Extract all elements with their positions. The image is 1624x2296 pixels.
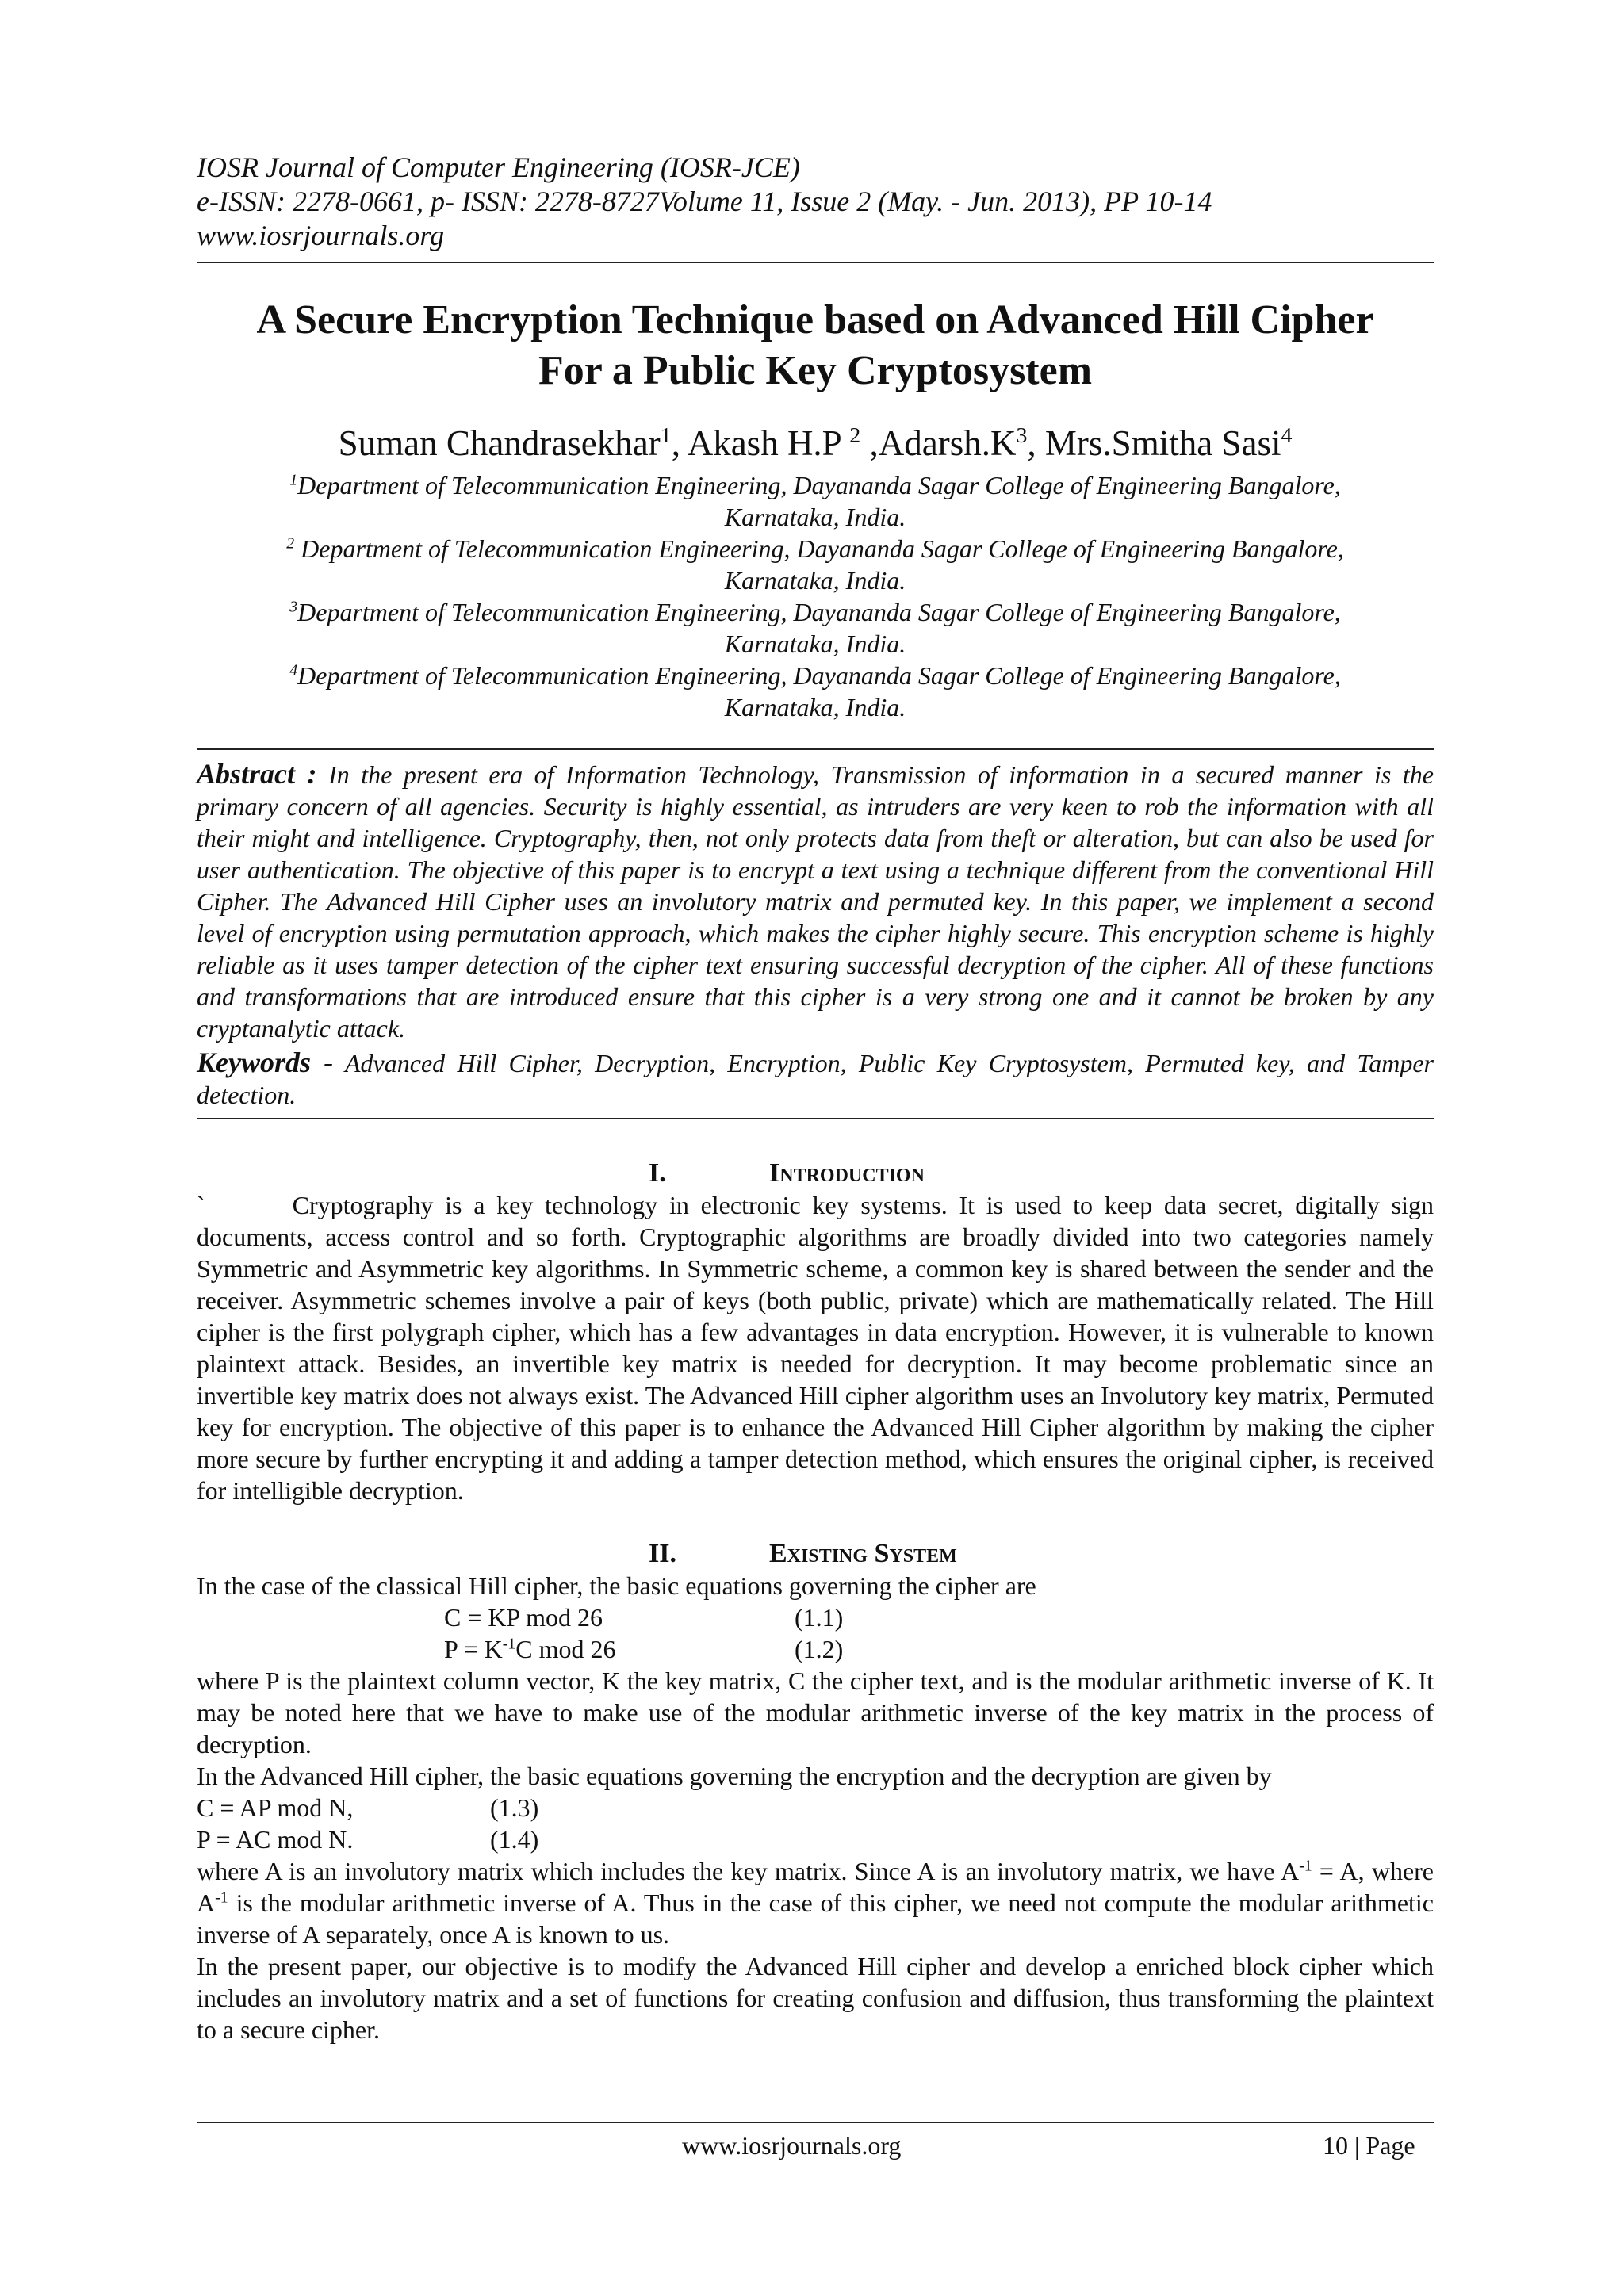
- equation-1-4-number: (1.4): [490, 1825, 539, 1854]
- para-3-sup-1: -1: [1299, 1857, 1312, 1875]
- equation-1-4: P = AC mod N.: [197, 1825, 354, 1854]
- section-2-number: II.: [649, 1539, 676, 1568]
- abstract: [197, 758, 1434, 1044]
- abstract-text: In the present era of Information Technology, Transmission of information in a secured manner is the primary concern of all agencies. Security is highly essential, as intruders are very keen to rob the information with all their might and intelligence. Cryptography, then, not only protects data from theft or alteration, but can also be used for user authentication. The objective of this paper is to encrypt a text using a technique different from the conventional Hill Cipher. The Advanced Hill Cipher uses an involutory matrix and permuted key. In this paper, we implement a second level of encryption using permutation approach, which makes the cipher highly secure. This encryption scheme is highly reliable as it uses tamper detection of the cipher text ensuring successful decryption of the cipher. All of these functions and transformations that are introduced ensure that this cipher is a very strong one and it cannot be broken by any cryptanalytic attack.: [197, 760, 1434, 1043]
- header-rule: [197, 262, 1434, 263]
- equation-1-1-text: C = KP mod 26: [444, 1603, 603, 1632]
- author-2: , Akash H.P: [671, 423, 850, 463]
- journal-name: IOSR Journal of Computer Engineering (IOSR-JCE): [197, 151, 800, 183]
- para-3-a: where A is an involutory matrix which includes the key matrix. Since A is an involutory matrix, we have A: [197, 1857, 1300, 1885]
- author-1: Suman Chandrasekhar: [338, 423, 661, 463]
- abstract-top-rule: [197, 748, 1434, 750]
- equation-1-2-sup: -1: [502, 1635, 516, 1653]
- affiliation-3: [197, 596, 1434, 628]
- equation-1-1-number: (1.1): [795, 1603, 844, 1632]
- footer-url: www.iosrjournals.org: [682, 2131, 902, 2160]
- section-2-para-3: [197, 1855, 1434, 1950]
- section-1-number: I.: [649, 1158, 666, 1188]
- equation-1-2: [444, 1633, 616, 1665]
- para-3-sup-2: -1: [215, 1888, 228, 1907]
- affiliation-4-line2: Karnataka, India.: [724, 693, 906, 721]
- equation-1-2-a: P = K: [444, 1635, 503, 1663]
- equation-1-3-number: (1.3): [490, 1793, 539, 1822]
- section-1-body: [197, 1189, 1434, 1506]
- footer-page: 10 | Page: [1323, 2131, 1415, 2160]
- section-1-text: Cryptography is a key technology in electronic key systems. It is used to keep data secret, digitally sign documents, access control and so forth. Cryptographic algorithms are broadly divided into two categories namely Symmetric and Asymmetric key algorithms. In Symmetric scheme, a common key is shared between the sender and the receiver. Asymmetric schemes involve a pair of keys (both public, private) which are mathematically related. The Hill cipher is the first polygraph cipher, which has a few advantages in data encryption. However, it is vulnerable to known plaintext attack. Besides, an invertible key matrix is needed for decryption. It may become problematic since an invertible key matrix does not always exist. The Advanced Hill cipher algorithm uses an Involutory key matrix, Permuted key for encryption. The objective of this paper is to enhance the Advanced Hill Cipher algorithm by making the cipher more secure by further encrypting it and adding a tamper detection method, which ensures the original cipher, is received for intelligible decryption.: [197, 1191, 1434, 1505]
- affiliation-3-line2: Karnataka, India.: [724, 629, 906, 658]
- equation-1-1: [444, 1601, 603, 1633]
- affiliation-1-line2: Karnataka, India.: [724, 503, 906, 531]
- abstract-bottom-rule: [197, 1118, 1434, 1119]
- affiliations: [197, 469, 1434, 723]
- author-list: [197, 422, 1434, 465]
- keywords-label: Keywords -: [197, 1047, 334, 1078]
- author-2-sup: 2: [849, 423, 861, 448]
- affiliation-3-sup: 3: [289, 598, 298, 616]
- journal-header: [197, 151, 1434, 253]
- keywords-text: Advanced Hill Cipher, Decryption, Encryption, Public Key Cryptosystem, Permuted key, and Tamper detection.: [197, 1049, 1434, 1109]
- keywords: [197, 1047, 1434, 1111]
- equation-1-2-number: (1.2): [795, 1635, 844, 1663]
- author-3-sup: 3: [1016, 423, 1028, 448]
- equation-1-3: C = AP mod N,: [197, 1793, 354, 1822]
- para-3-c: is the modular arithmetic inverse of A. Thus in the case of this cipher, we need not compute the modular arithmetic inverse of A separately, once A is known to us.: [197, 1888, 1434, 1949]
- affiliation-2-line2: Karnataka, India.: [724, 566, 906, 595]
- author-4-sup: 4: [1281, 423, 1293, 448]
- affiliation-2-line1: Department of Telecommunication Engineering, Dayananda Sagar College of Engineering Bangalore,: [294, 534, 1344, 563]
- title-line-2: For a Public Key Cryptosystem: [538, 348, 1093, 393]
- abstract-label: Abstract :: [197, 758, 317, 790]
- equation-1-2-b: C mod 26: [515, 1635, 616, 1663]
- author-3: ,Adarsh.K: [860, 423, 1017, 463]
- section-1-title: Introduction: [769, 1158, 925, 1188]
- footer-rule: [197, 2122, 1434, 2123]
- affiliation-4-line1: Department of Telecommunication Engineering, Dayananda Sagar College of Engineering Bangalore,: [297, 661, 1341, 690]
- author-4: , Mrs.Smitha Sasi: [1027, 423, 1281, 463]
- section-1-mark: `: [197, 1191, 205, 1219]
- section-2-title: Existing System: [769, 1539, 957, 1568]
- section-2-para-4: In the present paper, our objective is to modify the Advanced Hill cipher and develop a enriched block cipher which includes an involutory matrix and a set of functions for creating confusion and diffusion, thus transforming the plaintext to a secure cipher.: [197, 1952, 1434, 2044]
- section-2-intro: In the case of the classical Hill cipher, the basic equations governing the cipher are: [197, 1571, 1036, 1600]
- section-2-para-2: In the Advanced Hill cipher, the basic equations governing the encryption and the decryption are given by: [197, 1762, 1272, 1790]
- para-3-b: = A, where A: [197, 1857, 1434, 1917]
- affiliation-4-sup: 4: [289, 661, 298, 679]
- author-1-sup: 1: [660, 423, 672, 448]
- section-2-para-1: where P is the plaintext column vector, K the key matrix, C the cipher text, and is the modular arithmetic inverse of K. It may be noted here that we have to make use of the modular arithmetic inverse of the key matrix in the process of decryption.: [197, 1667, 1434, 1758]
- affiliation-4: [197, 660, 1434, 691]
- paper-title: [197, 295, 1434, 396]
- affiliation-2-sup: 2: [286, 534, 295, 553]
- affiliation-1: [197, 469, 1434, 501]
- journal-url: www.iosrjournals.org: [197, 220, 445, 251]
- title-line-1: A Secure Encryption Technique based on Advanced Hill Cipher: [256, 297, 1374, 342]
- affiliation-3-line1: Department of Telecommunication Engineering, Dayananda Sagar College of Engineering Bangalore,: [297, 598, 1341, 626]
- affiliation-1-line1: Department of Telecommunication Engineering, Dayananda Sagar College of Engineering Bangalore,: [297, 471, 1341, 499]
- journal-issn: e-ISSN: 2278-0661, p- ISSN: 2278-8727Volume 11, Issue 2 (May. - Jun. 2013), PP 10-14: [197, 186, 1212, 217]
- affiliation-2: [197, 533, 1434, 564]
- affiliation-1-sup: 1: [289, 471, 298, 489]
